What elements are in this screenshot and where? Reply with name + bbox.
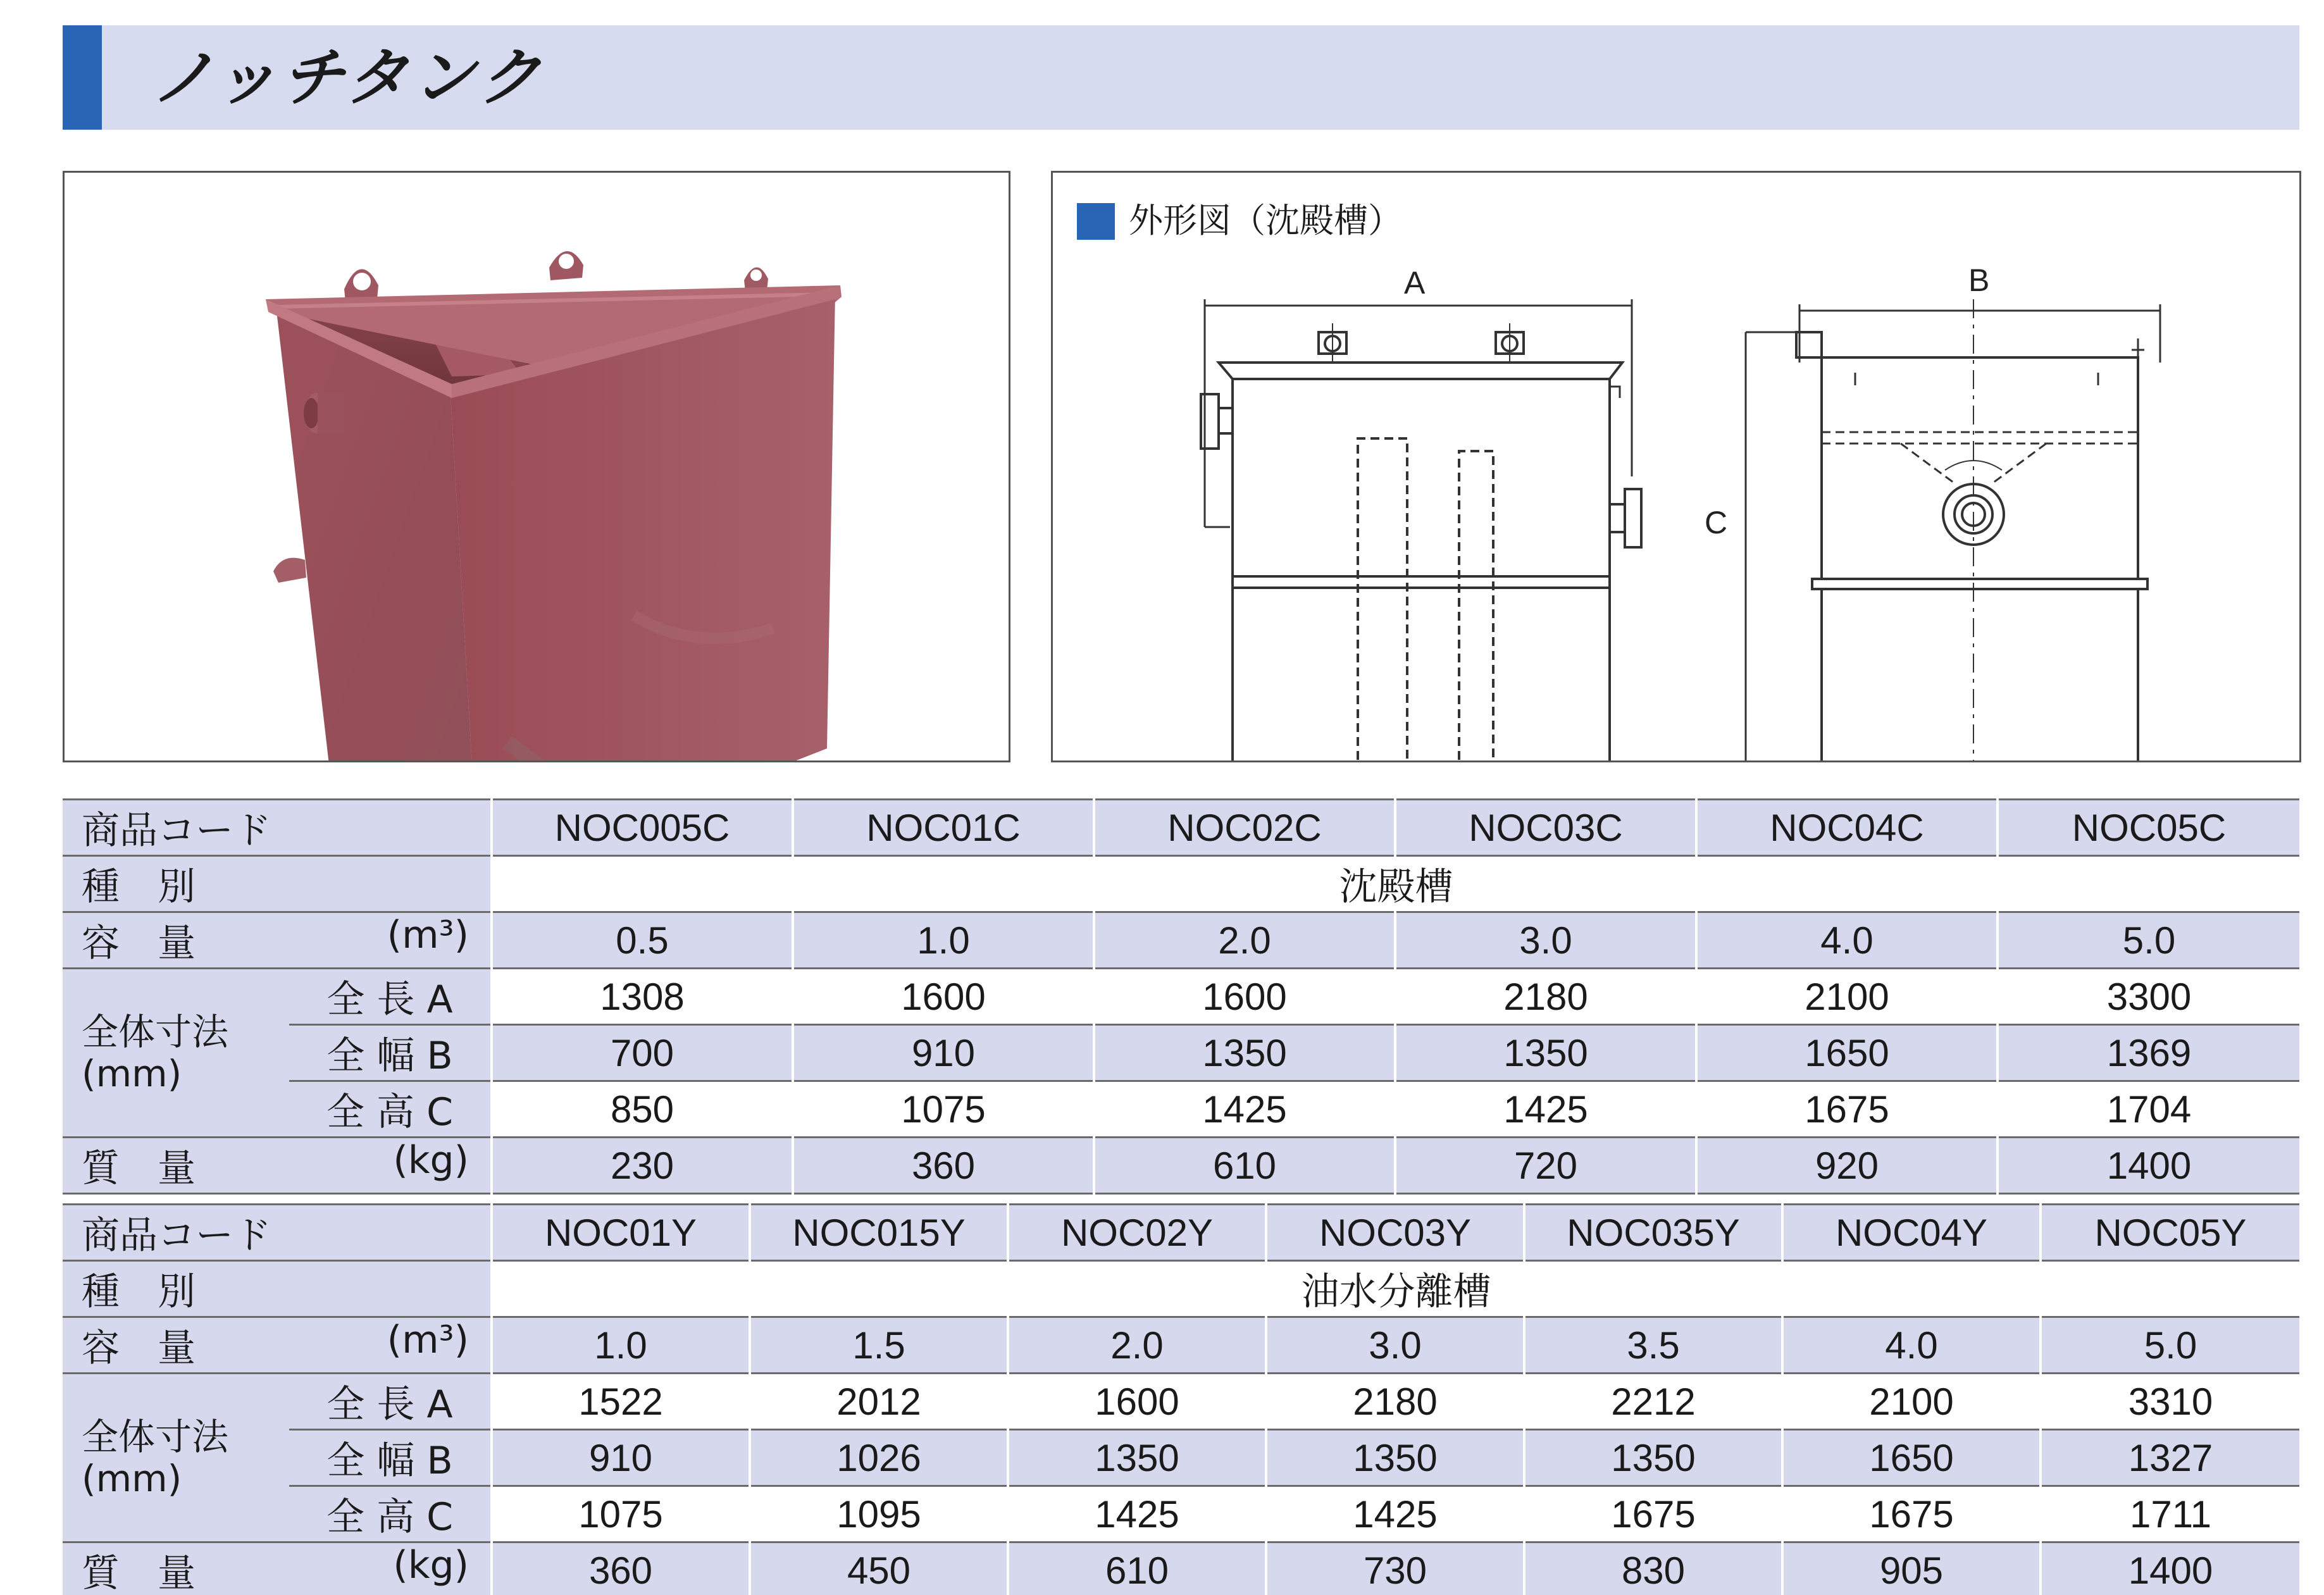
outline-drawing-panel xyxy=(1051,171,2301,762)
height-cell: 1075 xyxy=(492,1486,750,1542)
product-code-cell: NOC005C xyxy=(492,800,793,856)
row-label-mass xyxy=(63,1542,492,1595)
width-cell: 1350 xyxy=(1094,1025,1395,1081)
capacity-cell: 1.0 xyxy=(793,912,1094,969)
capacity-cell: 5.0 xyxy=(1998,912,2299,969)
capacity-cell: 4.0 xyxy=(1696,912,1998,969)
dimensions-unit: (mm) xyxy=(82,1052,182,1095)
row-label-length: 全 長 A xyxy=(289,969,492,1025)
product-code-cell: NOC04Y xyxy=(1782,1205,2041,1261)
row-label-type: 種 別 xyxy=(63,856,492,912)
capacity-cell: 1.5 xyxy=(750,1317,1008,1374)
product-code-cell: NOC04C xyxy=(1696,800,1998,856)
table-row xyxy=(63,1542,2299,1595)
settling-tank-spec-table xyxy=(63,798,2299,1195)
table-row xyxy=(63,1317,2299,1374)
product-code-cell: NOC05C xyxy=(1998,800,2299,856)
row-label-mass xyxy=(63,1138,492,1194)
capacity-cell: 3.0 xyxy=(1266,1317,1524,1374)
product-code-cell: NOC02C xyxy=(1094,800,1395,856)
mass-cell: 830 xyxy=(1524,1542,1782,1595)
height-cell: 1675 xyxy=(1782,1486,2041,1542)
type-value-cell: 油水分離槽 xyxy=(492,1261,2299,1317)
table-row xyxy=(63,800,2299,856)
mass-cell: 360 xyxy=(492,1542,750,1595)
dimension-label-b: B xyxy=(1968,263,1990,298)
height-cell: 1711 xyxy=(2041,1486,2299,1542)
dimensions-unit: (mm) xyxy=(82,1457,182,1500)
dimension-label-c: C xyxy=(1705,505,1728,540)
height-cell: 1095 xyxy=(750,1486,1008,1542)
mass-cell: 905 xyxy=(1782,1542,2041,1595)
notch-tank-photo xyxy=(65,173,1009,760)
diagram-caption: 外形図（沈殿槽） xyxy=(1129,201,1402,240)
table-row xyxy=(63,856,2299,912)
table-row xyxy=(63,1486,2299,1542)
table-row xyxy=(63,1261,2299,1317)
width-cell: 1369 xyxy=(1998,1025,2299,1081)
table-row xyxy=(63,969,2299,1025)
length-cell: 2012 xyxy=(750,1374,1008,1430)
page-title: ノッチタンク xyxy=(151,40,545,115)
length-cell: 2180 xyxy=(1395,969,1696,1025)
length-cell: 3310 xyxy=(2041,1374,2299,1430)
capacity-cell: 2.0 xyxy=(1094,912,1395,969)
capacity-unit: (m³) xyxy=(387,1318,469,1362)
table-row xyxy=(63,1374,2299,1430)
table-row xyxy=(63,1430,2299,1486)
row-label-type: 種 別 xyxy=(63,1261,492,1317)
row-label-length: 全 長 A xyxy=(289,1374,492,1430)
length-cell: 1600 xyxy=(1008,1374,1266,1430)
dimension-label-a: A xyxy=(1404,265,1426,301)
product-code-cell: NOC03Y xyxy=(1266,1205,1524,1261)
capacity-cell: 1.0 xyxy=(492,1317,750,1374)
length-cell: 2100 xyxy=(1696,969,1998,1025)
width-cell: 1350 xyxy=(1008,1430,1266,1486)
length-cell: 2212 xyxy=(1524,1374,1782,1430)
row-label-code: 商品コード xyxy=(63,1205,492,1261)
capacity-cell: 3.0 xyxy=(1395,912,1696,969)
table-row xyxy=(63,1205,2299,1261)
mass-cell: 1400 xyxy=(2041,1542,2299,1595)
height-cell: 850 xyxy=(492,1081,793,1138)
row-label-dimensions xyxy=(63,969,289,1138)
length-cell: 2100 xyxy=(1782,1374,2041,1430)
length-cell: 3300 xyxy=(1998,969,2299,1025)
product-code-cell: NOC01C xyxy=(793,800,1094,856)
dimensions-label: 全体寸法 xyxy=(82,1415,229,1458)
length-cell: 2180 xyxy=(1266,1374,1524,1430)
row-label-width: 全 幅 B xyxy=(289,1025,492,1081)
mass-cell: 720 xyxy=(1395,1138,1696,1194)
mass-cell: 610 xyxy=(1008,1542,1266,1595)
front-view xyxy=(1201,299,1641,760)
width-cell: 1350 xyxy=(1266,1430,1524,1486)
capacity-cell: 5.0 xyxy=(2041,1317,2299,1374)
outline-drawing xyxy=(1053,173,2299,760)
mass-cell: 920 xyxy=(1696,1138,1998,1194)
row-label-capacity xyxy=(63,912,492,969)
height-cell: 1675 xyxy=(1524,1486,1782,1542)
capacity-unit: (m³) xyxy=(387,913,469,957)
length-cell: 1600 xyxy=(793,969,1094,1025)
side-view xyxy=(1746,299,2160,760)
table-row xyxy=(63,1081,2299,1138)
height-cell: 1425 xyxy=(1266,1486,1524,1542)
mass-cell: 450 xyxy=(750,1542,1008,1595)
length-cell: 1600 xyxy=(1094,969,1395,1025)
table-row xyxy=(63,1025,2299,1081)
mass-cell: 230 xyxy=(492,1138,793,1194)
oil-water-separator-spec-table xyxy=(63,1203,2299,1595)
capacity-cell: 2.0 xyxy=(1008,1317,1266,1374)
width-cell: 1650 xyxy=(1782,1430,2041,1486)
row-label-height: 全 高 C xyxy=(289,1486,492,1542)
capacity-cell: 4.0 xyxy=(1782,1317,2041,1374)
width-cell: 1327 xyxy=(2041,1430,2299,1486)
mass-cell: 610 xyxy=(1094,1138,1395,1194)
product-code-cell: NOC03C xyxy=(1395,800,1696,856)
mass-cell: 730 xyxy=(1266,1542,1524,1595)
height-cell: 1075 xyxy=(793,1081,1094,1138)
height-cell: 1425 xyxy=(1395,1081,1696,1138)
height-cell: 1675 xyxy=(1696,1081,1998,1138)
dimensions-label: 全体寸法 xyxy=(82,1010,229,1053)
mass-unit: (kg) xyxy=(393,1138,469,1182)
capacity-cell: 3.5 xyxy=(1524,1317,1782,1374)
type-value-cell: 沈殿槽 xyxy=(492,856,2299,912)
height-cell: 1425 xyxy=(1008,1486,1266,1542)
capacity-label: 容 量 xyxy=(82,1326,196,1370)
width-cell: 1350 xyxy=(1524,1430,1782,1486)
mass-unit: (kg) xyxy=(393,1543,469,1587)
row-label-width: 全 幅 B xyxy=(289,1430,492,1486)
height-cell: 1704 xyxy=(1998,1081,2299,1138)
product-photo-panel xyxy=(63,171,1010,762)
width-cell: 910 xyxy=(492,1430,750,1486)
product-code-cell: NOC015Y xyxy=(750,1205,1008,1261)
width-cell: 910 xyxy=(793,1025,1094,1081)
row-label-dimensions xyxy=(63,1374,289,1542)
capacity-label: 容 量 xyxy=(82,921,196,965)
width-cell: 1650 xyxy=(1696,1025,1998,1081)
table-row xyxy=(63,1138,2299,1194)
width-cell: 700 xyxy=(492,1025,793,1081)
title-bar xyxy=(63,25,2299,130)
row-label-height: 全 高 C xyxy=(289,1081,492,1138)
length-cell: 1308 xyxy=(492,969,793,1025)
width-cell: 1026 xyxy=(750,1430,1008,1486)
product-code-cell: NOC02Y xyxy=(1008,1205,1266,1261)
row-label-capacity xyxy=(63,1317,492,1374)
product-code-cell: NOC01Y xyxy=(492,1205,750,1261)
length-cell: 1522 xyxy=(492,1374,750,1430)
row-label-code: 商品コード xyxy=(63,800,492,856)
product-code-cell: NOC035Y xyxy=(1524,1205,1782,1261)
mass-label: 質 量 xyxy=(82,1551,196,1595)
mass-cell: 360 xyxy=(793,1138,1094,1194)
width-cell: 1350 xyxy=(1395,1025,1696,1081)
mass-label: 質 量 xyxy=(82,1146,196,1191)
title-accent-bar xyxy=(63,25,102,130)
product-code-cell: NOC05Y xyxy=(2041,1205,2299,1261)
table-row xyxy=(63,912,2299,969)
height-cell: 1425 xyxy=(1094,1081,1395,1138)
capacity-cell: 0.5 xyxy=(492,912,793,969)
mass-cell: 1400 xyxy=(1998,1138,2299,1194)
